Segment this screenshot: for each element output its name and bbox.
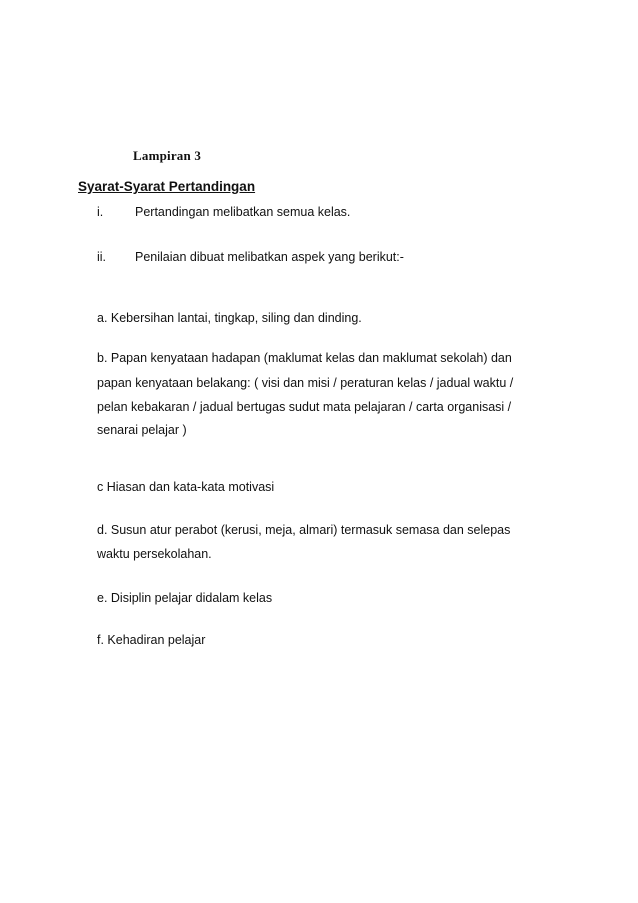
list-item-number: i. <box>97 205 104 219</box>
criterion-a: a. Kebersihan lantai, tingkap, siling dan dinding. <box>97 311 362 325</box>
criterion-b-line-2: papan kenyataan belakang: ( visi dan misi / peraturan kelas / jadual waktu / <box>97 376 514 390</box>
criterion-b-line-1: b. Papan kenyataan hadapan (maklumat kelas dan maklumat sekolah) dan <box>97 351 512 365</box>
section-heading: Syarat-Syarat Pertandingan <box>78 179 256 194</box>
list-item-text: Penilaian dibuat melibatkan aspek yang berikut:- <box>135 250 404 264</box>
criterion-b-line-4: senarai pelajar ) <box>97 423 187 437</box>
list-item-text: Pertandingan melibatkan semua kelas. <box>135 205 351 219</box>
criterion-f: f. Kehadiran pelajar <box>97 633 206 647</box>
criterion-e: e. Disiplin pelajar didalam kelas <box>97 591 273 605</box>
criterion-d-line-1: d. Susun atur perabot (kerusi, meja, almari) termasuk semasa dan selepas <box>97 523 511 537</box>
list-item-number: ii. <box>97 250 107 264</box>
criterion-d-line-2: waktu persekolahan. <box>97 547 212 561</box>
criterion-b-line-3: pelan kebakaran / jadual bertugas sudut mata pelajaran / carta organisasi / <box>97 400 512 414</box>
criterion-c: c Hiasan dan kata-kata motivasi <box>97 480 275 494</box>
appendix-label: Lampiran 3 <box>133 148 202 163</box>
